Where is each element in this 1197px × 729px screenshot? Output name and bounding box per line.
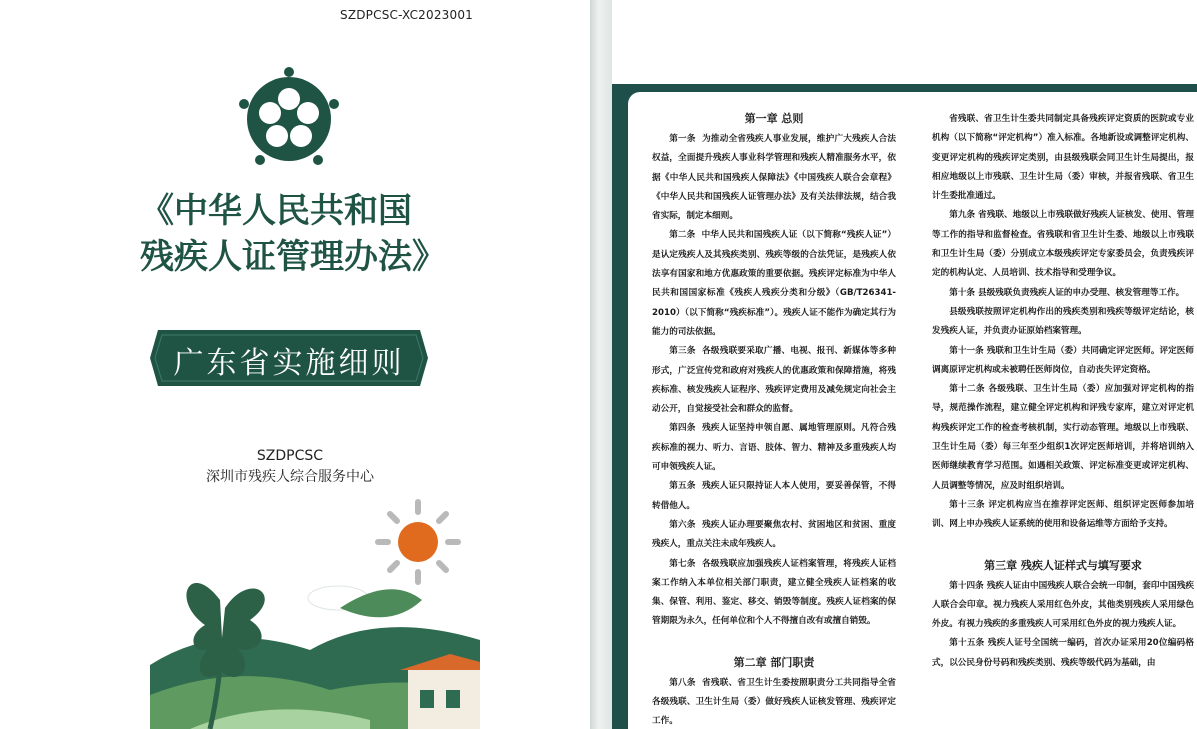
article-text: 残疾人证号全国统一编码，首次办证采用20位编码格式，以公民身份号码和残疾类别、残疾等级代码为基础，由 [932, 638, 1194, 668]
text-column-right [932, 110, 1194, 673]
article-4 [652, 419, 896, 477]
article-number: 第十条 [949, 287, 975, 298]
text-column-left [652, 108, 896, 729]
cover-illustration [150, 490, 480, 729]
article-10 [932, 284, 1194, 303]
article-1 [652, 130, 896, 226]
article-text: 各级残联要采取广播、电视、报刊、新媒体等多种形式，广泛宣传党和政府对残疾人的优惠政策和保障措施，将残疾标准、核发残疾人证程序、残疾评定费用及减免规定向社会主动公开，自觉接受社会和群众的监督。 [652, 346, 896, 415]
cover-title [140, 188, 446, 280]
paragraph-continued: 省残联、省卫生计生委共同制定具备残疾评定资质的医院或专业机构（以下简称“评定机构”）准入标准。各地新设或调整评定机构、变更评定机构的残疾评定类别，由县级残联会同卫生计生局提出，报相应地级以上市残联、卫生计生局（委）审核，并报省残联、省卫生计生委批准通过。 [932, 114, 1194, 202]
article-number: 第十五条 [949, 638, 985, 649]
document-code: SZDPCSC-XC2023001 [340, 8, 473, 22]
cover-page [0, 0, 590, 729]
sun-icon [378, 502, 458, 582]
article-14 [932, 577, 1194, 635]
article-number: 第一条 [669, 134, 696, 144]
organization-name: 深圳市残疾人综合服务中心 [206, 469, 374, 485]
paragraph-continued-2: 县级残联按照评定机构作出的残疾类别和残疾等级评定结论，核发残疾人证，并负责办证原始档案管理。 [932, 306, 1194, 337]
article-text: 残联和卫生计生局（委）共同确定评定医师。评定医师调离原评定机构或未被聘任医师岗位，自动丧失评定资格。 [932, 345, 1194, 375]
subtitle-text: 广东省实施细则 [173, 346, 405, 381]
content-page [612, 0, 1197, 729]
organization-code: SZDPCSC [256, 448, 324, 464]
article-text: 省残联、地级以上市残联做好残疾人证核发、使用、管理等工作的指导和监督检查。省残联和省卫生计生委、地级以上市残联和卫生计生局（委）分别成立本级残疾评定专家委员会，负责残疾评定的机构认定、人员培训、技术指导和受理争议。 [932, 210, 1194, 279]
article-7 [652, 555, 896, 632]
article-15 [932, 634, 1194, 673]
article-number: 第三条 [669, 346, 696, 357]
article-number: 第九条 [949, 210, 976, 221]
article-text: 县级残联负责残疾人证的申办受理、核发管理等工作。 [977, 287, 1185, 298]
cover-title-line1: 《中华人民共和国 [140, 191, 412, 231]
article-text: 残疾人证只限持证人本人使用，要妥善保管，不得转借他人。 [652, 481, 896, 511]
article-text: 各级残联、卫生计生局（委）应加强对评定机构的指导，规范操作流程，建立健全评定机构和评残专家库，建立对评定机构残疾评定工作的检查考核机制，实行动态管理。地级以上市残联、卫生计生局（委）每三年至少组织1次评定医师培训，并将培训纳入医师继续教育学习范围。如遇相关政策、评定标准变更或评定机构、人员调整等情况，应及时组织培训。 [932, 384, 1194, 491]
subtitle-banner [150, 330, 428, 386]
article-5 [652, 477, 896, 516]
article-number: 第十四条 [949, 580, 984, 591]
article-text: 省残联、省卫生计生委按照职责分工共同指导全省各级残联、卫生计生局（委）做好残疾人证核发管理、残疾评定工作。 [652, 677, 896, 727]
chapter-heading-1: 第一章 总则 [744, 112, 804, 125]
article-text: 残疾人证由中国残疾人联合会统一印制，套印中国残疾人联合会印章。视力残疾人采用红色外皮，其他类别残疾人采用绿色外皮。有视力残疾的多重残疾人可采用红色外皮的视力残疾人证。 [932, 580, 1194, 630]
article-6 [652, 516, 896, 555]
article-13 [932, 496, 1194, 535]
clover-logo-icon [236, 66, 342, 172]
chapter-heading-2: 第二章 部门职责 [733, 655, 815, 669]
article-number: 第四条 [669, 423, 696, 434]
article-number: 第十三条 [949, 499, 986, 510]
chapter-heading-3: 第三章 残疾人证样式与填写要求 [984, 558, 1142, 572]
article-number: 第十一条 [949, 345, 984, 356]
article-text: 残疾人证坚持申领自愿、属地管理原则。凡符合残疾标准的视力、听力、言语、肢体、智力、精神及多重残疾人均可申领残疾人证。 [652, 423, 896, 473]
article-text: 中华人民共和国残疾人证（以下简称“残疾人证”）是认定残疾人及其残疾类别、残疾等级的合法凭证，是残疾人依法享有国家和地方优惠政策的重要依据。残疾评定标准为中华人民共和国国家标准《残疾人残疾分类和分级》（GB/T26341-2010）（以下简称“残疾标准”）。残疾人证不能作为确定其行为能力的司法依据。 [652, 230, 896, 337]
article-number: 第二条 [669, 230, 696, 241]
article-8 [652, 674, 896, 729]
cover-title-line2: 残疾人证管理办法》 [140, 237, 446, 277]
article-number: 第七条 [669, 558, 696, 569]
article-text: 残疾人证办理要聚焦农村、贫困地区和贫困、重度残疾人，重点关注未成年残疾人。 [652, 519, 896, 550]
article-number: 第六条 [669, 519, 696, 530]
article-9 [932, 206, 1194, 283]
article-11 [932, 342, 1194, 381]
article-2 [652, 226, 896, 342]
article-number: 第五条 [669, 481, 696, 492]
article-3 [652, 342, 896, 419]
article-12 [932, 380, 1194, 496]
article-number: 第十二条 [949, 384, 986, 395]
article-text: 评定机构应当在推荐评定医师、组织评定医师参加培训、网上申办残疾人证系统的使用和设备运维等方面给予支持。 [932, 499, 1194, 530]
page-gutter [590, 0, 612, 729]
article-number: 第八条 [669, 677, 696, 688]
article-text: 各级残联应加强残疾人证档案管理，将残疾人证档案工作纳入本单位相关部门职责，建立健全残疾人证档案的收集、保管、利用、鉴定、移交、销毁等制度。残疾人证档案的保管期限为永久，任何单位和个人不得擅自改有或擅自销毁。 [652, 558, 896, 627]
article-text: 为推动全省残疾人事业发展，维护广大残疾人合法权益，全面提升残疾人事业科学管理和残疾人精准服务水平，依据《中华人民共和国残疾人保障法》《中国残疾人联合会章程》《中华人民共和国残疾人证管理办法》及有关法律法规，结合我省实际，制定本细则。 [652, 134, 896, 222]
